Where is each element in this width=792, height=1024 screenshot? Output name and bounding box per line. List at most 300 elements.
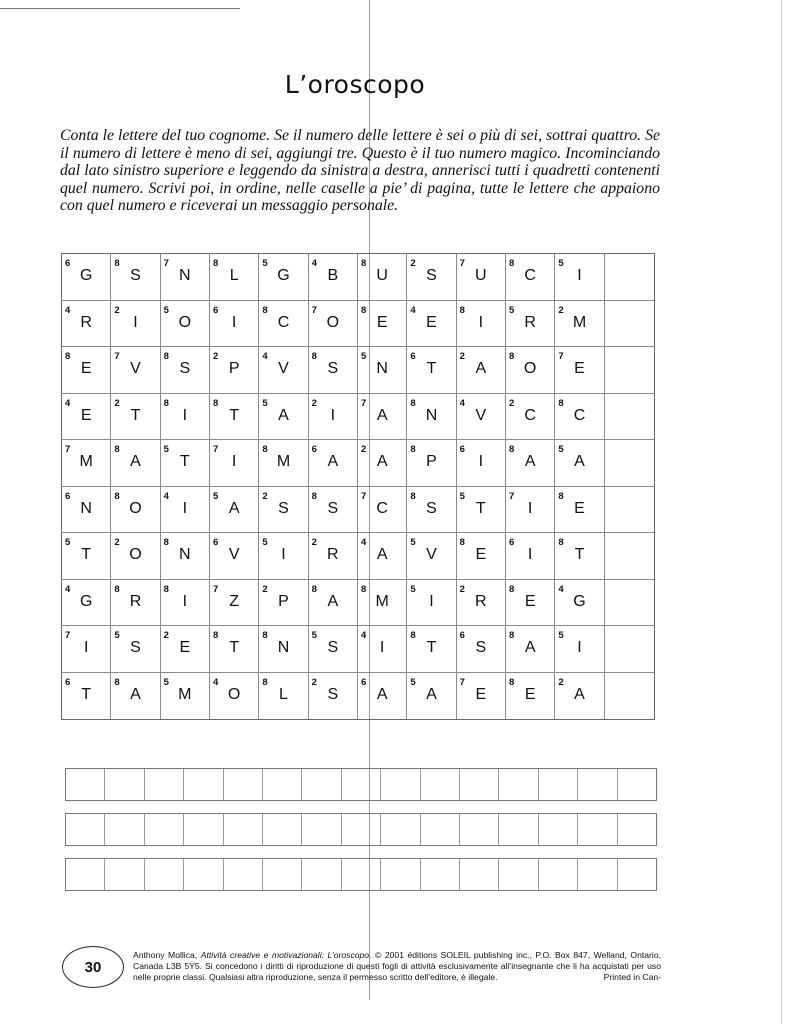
grid-cell — [62, 626, 111, 673]
answer-box[interactable] — [460, 769, 499, 800]
answer-box[interactable] — [263, 859, 302, 890]
cell-number: 7 — [212, 583, 219, 595]
cell-number: 8 — [114, 583, 120, 595]
cell-number: 7 — [360, 397, 367, 409]
cell-number: 2 — [558, 304, 564, 316]
cell-number: 5 — [311, 630, 317, 641]
cell-letter: N — [179, 267, 191, 284]
cell-letter: N — [277, 639, 290, 656]
cell-number: 8 — [262, 304, 268, 316]
answer-box[interactable] — [499, 769, 538, 800]
answer-box[interactable] — [263, 769, 302, 800]
answer-box[interactable] — [539, 769, 578, 800]
cell-letter: C — [573, 406, 586, 424]
answer-box[interactable] — [460, 814, 499, 845]
cell-number: 8 — [410, 630, 416, 641]
grid-cell — [62, 487, 111, 534]
answer-box[interactable] — [342, 814, 381, 845]
grid-cell — [62, 254, 111, 301]
answer-box[interactable] — [578, 814, 617, 845]
grid-cell — [506, 626, 555, 673]
grid-cell — [358, 533, 407, 580]
grid-cell — [555, 440, 604, 487]
cell-letter: E — [475, 685, 487, 703]
answer-box[interactable] — [145, 859, 184, 890]
cell-letter: T — [229, 406, 240, 424]
answer-box[interactable] — [302, 859, 341, 890]
grid-cell — [111, 626, 160, 673]
cell-number: 2 — [311, 676, 317, 688]
cell-number: 6 — [508, 537, 515, 548]
cell-number: 2 — [410, 258, 416, 269]
answer-box[interactable] — [499, 859, 538, 890]
cell-number: 8 — [163, 537, 169, 548]
grid-cell — [210, 626, 259, 673]
grid-cell — [161, 301, 210, 348]
cell-letter: O — [178, 313, 192, 331]
cell-number: 8 — [558, 397, 564, 409]
cell-letter: C — [524, 406, 536, 424]
cell-letter: L — [229, 267, 239, 284]
cell-letter: V — [130, 360, 141, 377]
cell-letter: T — [426, 360, 437, 377]
cell-letter: A — [278, 406, 289, 424]
cell-letter: R — [524, 313, 536, 331]
grid-cell — [309, 580, 358, 627]
answer-box[interactable] — [302, 814, 341, 845]
grid-cell-empty — [605, 301, 654, 348]
cell-letter: E — [376, 313, 388, 331]
cell-letter: E — [80, 360, 92, 377]
grid-cell — [555, 487, 604, 534]
cell-number: 5 — [262, 258, 268, 269]
grid-cell — [259, 533, 308, 580]
cell-letter: I — [182, 499, 188, 517]
grid-cell — [506, 673, 555, 720]
answer-box[interactable] — [460, 859, 499, 890]
grid-cell — [555, 626, 604, 673]
cell-number: 7 — [360, 490, 367, 502]
grid-cell — [309, 254, 358, 301]
answer-box[interactable] — [145, 814, 184, 845]
cell-number: 2 — [262, 490, 268, 502]
cell-number: 8 — [508, 583, 515, 595]
cell-letter: U — [475, 267, 487, 284]
cell-number: 8 — [212, 630, 219, 641]
answer-box[interactable] — [302, 769, 341, 800]
grid-cell — [210, 440, 259, 487]
cell-number: 8 — [212, 397, 219, 409]
grid-cell — [506, 533, 555, 580]
grid-cell — [259, 626, 308, 673]
cell-letter: C — [376, 499, 388, 517]
cell-number: 8 — [508, 258, 515, 269]
grid-cell — [358, 394, 407, 441]
grid-cell — [62, 347, 111, 394]
cell-letter: E — [475, 546, 487, 563]
grid-cell — [407, 394, 456, 441]
grid-cell — [309, 673, 358, 720]
cell-letter: A — [130, 453, 141, 470]
cell-number: 5 — [459, 490, 465, 502]
cell-letter: P — [278, 592, 289, 610]
grid-cell — [62, 580, 111, 627]
answer-box[interactable] — [618, 769, 656, 800]
grid-cell-empty — [605, 487, 654, 534]
grid-cell — [457, 533, 506, 580]
cell-letter: O — [129, 499, 142, 517]
grid-cell — [457, 440, 506, 487]
answer-box[interactable] — [381, 859, 420, 890]
grid-cell — [358, 440, 407, 487]
cell-number: 7 — [459, 676, 465, 688]
answer-box[interactable] — [184, 814, 223, 845]
cell-number: 4 — [65, 583, 71, 595]
cell-letter: I — [478, 453, 484, 470]
cell-number: 8 — [262, 444, 268, 455]
grid-cell-empty — [605, 626, 654, 673]
cell-letter: M — [276, 453, 291, 470]
grid-cell — [407, 301, 456, 348]
cell-letter: T — [229, 639, 240, 656]
cell-letter: I — [133, 313, 138, 331]
grid-cell — [62, 301, 111, 348]
cell-number: 8 — [508, 676, 515, 688]
cell-number: 4 — [262, 351, 268, 362]
cell-number: 2 — [114, 537, 120, 548]
answer-box[interactable] — [381, 814, 420, 845]
cell-letter: M — [375, 592, 389, 610]
grid-cell — [111, 580, 160, 627]
cell-letter: P — [228, 360, 240, 377]
cell-letter: N — [376, 360, 388, 377]
grid-cell — [457, 347, 506, 394]
cell-number: 4 — [558, 583, 564, 595]
answer-box[interactable] — [66, 769, 105, 800]
cell-number: 6 — [410, 351, 416, 362]
cell-letter: B — [327, 267, 339, 284]
grid-cell — [358, 626, 407, 673]
cell-letter: S — [327, 639, 339, 656]
grid-cell — [259, 394, 308, 441]
grid-cell — [555, 580, 604, 627]
cell-number: 6 — [65, 490, 71, 502]
grid-cell — [358, 580, 407, 627]
grid-cell — [506, 347, 555, 394]
grid-cell — [506, 254, 555, 301]
page-title: L’oroscopo — [284, 70, 426, 99]
cell-number: 5 — [508, 304, 515, 316]
cell-letter: C — [277, 313, 290, 331]
grid-cell — [358, 487, 407, 534]
grid-cell — [210, 487, 259, 534]
grid-cell — [161, 254, 210, 301]
answer-row-1 — [65, 768, 657, 801]
answer-box[interactable] — [342, 769, 381, 800]
puzzle-grid — [61, 253, 655, 720]
grid-cell — [506, 487, 555, 534]
cell-letter: I — [429, 592, 434, 610]
grid-cell — [309, 347, 358, 394]
grid-cell — [210, 673, 259, 720]
cell-letter: I — [330, 406, 336, 424]
grid-cell-empty — [605, 254, 654, 301]
grid-cell — [506, 440, 555, 487]
cell-letter: V — [228, 546, 240, 563]
cell-number: 4 — [163, 490, 169, 502]
cell-number: 2 — [459, 351, 465, 362]
page-number: 30 — [62, 946, 124, 988]
cell-letter: E — [179, 639, 191, 656]
grid-cell — [309, 626, 358, 673]
answer-box[interactable] — [421, 769, 460, 800]
cell-number: 5 — [212, 490, 219, 502]
grid-cell — [555, 347, 604, 394]
cell-number: 5 — [163, 444, 169, 455]
answer-box[interactable] — [224, 769, 263, 800]
answer-box[interactable] — [105, 769, 144, 800]
cell-number: 5 — [262, 397, 268, 409]
grid-cell — [407, 626, 456, 673]
cell-number: 8 — [114, 676, 120, 688]
grid-cell — [506, 580, 555, 627]
answer-box[interactable] — [66, 814, 105, 845]
cell-letter: I — [379, 639, 385, 656]
grid-cell — [210, 533, 259, 580]
cell-letter: T — [574, 546, 585, 563]
answer-box[interactable] — [539, 814, 578, 845]
cell-letter: A — [524, 453, 536, 470]
answer-box[interactable] — [539, 859, 578, 890]
cell-letter: M — [79, 453, 93, 470]
answer-box[interactable] — [184, 769, 223, 800]
cell-letter: N — [179, 546, 191, 563]
cell-letter: G — [79, 267, 93, 284]
cell-letter: I — [83, 639, 89, 656]
grid-cell — [161, 673, 210, 720]
cell-number: 6 — [459, 444, 465, 455]
cell-letter: O — [326, 313, 340, 331]
grid-cell — [457, 580, 506, 627]
cell-number: 2 — [262, 583, 268, 595]
cell-letter: A — [130, 685, 141, 703]
cell-number: 7 — [508, 490, 515, 502]
cell-number: 2 — [114, 397, 120, 409]
grid-cell — [555, 533, 604, 580]
grid-cell — [407, 254, 456, 301]
grid-cell — [358, 301, 407, 348]
cell-number: 8 — [360, 583, 367, 595]
grid-cell-empty — [605, 533, 654, 580]
answer-box[interactable] — [618, 859, 656, 890]
cell-letter: T — [179, 453, 190, 470]
cell-letter: A — [376, 546, 388, 563]
cell-letter: I — [577, 267, 582, 284]
cell-number: 6 — [360, 676, 367, 688]
grid-cell — [62, 440, 111, 487]
cell-letter: I — [577, 639, 582, 656]
answer-box[interactable] — [342, 859, 381, 890]
grid-cell — [210, 347, 259, 394]
cell-number: 8 — [508, 444, 515, 455]
answer-box[interactable] — [421, 814, 460, 845]
cell-letter: S — [130, 267, 141, 284]
cell-number: 5 — [262, 537, 268, 548]
cell-number: 5 — [360, 351, 367, 362]
grid-cell — [506, 301, 555, 348]
answer-box[interactable] — [578, 859, 617, 890]
cell-number: 7 — [459, 258, 465, 269]
cell-letter: A — [327, 453, 339, 470]
grid-cell-empty — [605, 394, 654, 441]
cell-letter: N — [80, 499, 92, 517]
cell-number: 8 — [360, 258, 367, 269]
cell-number: 8 — [311, 351, 317, 362]
answer-box[interactable] — [105, 859, 144, 890]
cell-number: 5 — [65, 537, 71, 548]
cell-letter: S — [426, 267, 437, 284]
answer-box[interactable] — [66, 859, 105, 890]
cell-number: 4 — [410, 304, 416, 316]
cell-letter: A — [574, 453, 585, 470]
answer-box[interactable] — [224, 859, 263, 890]
cell-number: 6 — [65, 676, 71, 688]
grid-cell-empty — [605, 347, 654, 394]
cell-letter: A — [574, 685, 585, 703]
cell-letter: I — [231, 313, 237, 331]
cell-letter: A — [426, 685, 437, 703]
cell-number: 5 — [410, 583, 416, 595]
answer-box[interactable] — [105, 814, 144, 845]
cell-number: 5 — [163, 676, 169, 688]
cell-number: 8 — [410, 397, 416, 409]
grid-cell — [259, 487, 308, 534]
cell-number: 2 — [114, 304, 120, 316]
answer-box[interactable] — [145, 769, 184, 800]
cell-letter: S — [327, 360, 339, 377]
grid-cell — [111, 487, 160, 534]
grid-cell — [62, 673, 111, 720]
answer-box[interactable] — [578, 769, 617, 800]
cell-letter: S — [475, 639, 487, 656]
cell-number: 4 — [459, 397, 465, 409]
grid-cell — [111, 533, 160, 580]
top-rule — [0, 8, 240, 9]
answer-box[interactable] — [184, 859, 223, 890]
cell-number: 7 — [114, 351, 120, 362]
cell-number: 6 — [65, 258, 71, 269]
grid-cell — [161, 487, 210, 534]
answer-box[interactable] — [499, 814, 538, 845]
answer-box[interactable] — [618, 814, 656, 845]
grid-cell — [555, 673, 604, 720]
cell-number: 8 — [360, 304, 367, 316]
grid-cell — [161, 626, 210, 673]
cell-number: 6 — [459, 630, 465, 641]
cell-number: 8 — [114, 490, 120, 502]
cell-letter: O — [523, 360, 537, 377]
cell-letter: G — [79, 592, 93, 610]
footer-book-title: Attività creative e motivazionali: L’oroscopo. — [200, 950, 372, 960]
cell-number: 8 — [410, 490, 416, 502]
cell-letter: E — [80, 406, 92, 424]
grid-cell — [309, 394, 358, 441]
cell-number: 8 — [262, 676, 268, 688]
answer-box[interactable] — [263, 814, 302, 845]
cell-letter: A — [327, 592, 339, 610]
grid-cell — [259, 440, 308, 487]
cell-number: 8 — [163, 397, 169, 409]
cell-letter: U — [376, 267, 388, 284]
cell-number: 8 — [262, 630, 268, 641]
cell-letter: S — [130, 639, 141, 656]
cell-number: 4 — [360, 630, 367, 641]
cell-number: 2 — [459, 583, 465, 595]
cell-letter: G — [573, 592, 586, 610]
cell-letter: G — [277, 267, 290, 284]
grid-cell — [555, 301, 604, 348]
grid-cell-empty — [605, 673, 654, 720]
cell-letter: T — [81, 685, 92, 703]
grid-cell — [309, 301, 358, 348]
cell-letter: E — [426, 313, 437, 331]
grid-cell — [62, 394, 111, 441]
grid-cell — [309, 440, 358, 487]
grid-cell — [457, 673, 506, 720]
grid-cell — [111, 254, 160, 301]
page-edge — [781, 0, 782, 1024]
footer-author: Anthony Mollica, — [133, 950, 201, 960]
grid-cell — [111, 440, 160, 487]
cell-letter: N — [425, 406, 438, 424]
cell-letter: P — [426, 453, 437, 470]
grid-cell — [309, 487, 358, 534]
cell-number: 8 — [410, 444, 416, 455]
cell-letter: T — [475, 499, 486, 517]
grid-cell — [457, 301, 506, 348]
grid-cell — [555, 254, 604, 301]
cell-letter: T — [130, 406, 141, 424]
cell-letter: I — [281, 546, 286, 563]
answer-box[interactable] — [421, 859, 460, 890]
cell-letter: S — [179, 360, 191, 377]
cell-letter: E — [524, 592, 536, 610]
cell-number: 8 — [311, 583, 317, 595]
grid-cell — [506, 394, 555, 441]
cell-number: 7 — [212, 444, 219, 455]
answer-box[interactable] — [224, 814, 263, 845]
cell-letter: C — [524, 267, 536, 284]
grid-cell — [111, 673, 160, 720]
cell-number: 7 — [65, 630, 71, 641]
cell-letter: S — [327, 685, 339, 703]
cell-number: 8 — [163, 351, 169, 362]
cell-number: 5 — [410, 676, 416, 688]
copyright-footer — [133, 950, 661, 983]
grid-cell — [161, 440, 210, 487]
cell-letter: E — [574, 499, 585, 517]
footer-printed: Printed in Can- — [603, 972, 661, 982]
grid-cell — [358, 254, 407, 301]
cell-number: 5 — [558, 258, 564, 269]
cell-letter: R — [80, 313, 92, 331]
answer-box[interactable] — [381, 769, 420, 800]
cell-number: 8 — [508, 351, 515, 362]
cell-number: 5 — [163, 304, 169, 316]
grid-cell — [457, 394, 506, 441]
cell-letter: A — [228, 499, 240, 517]
cell-letter: S — [327, 499, 339, 517]
